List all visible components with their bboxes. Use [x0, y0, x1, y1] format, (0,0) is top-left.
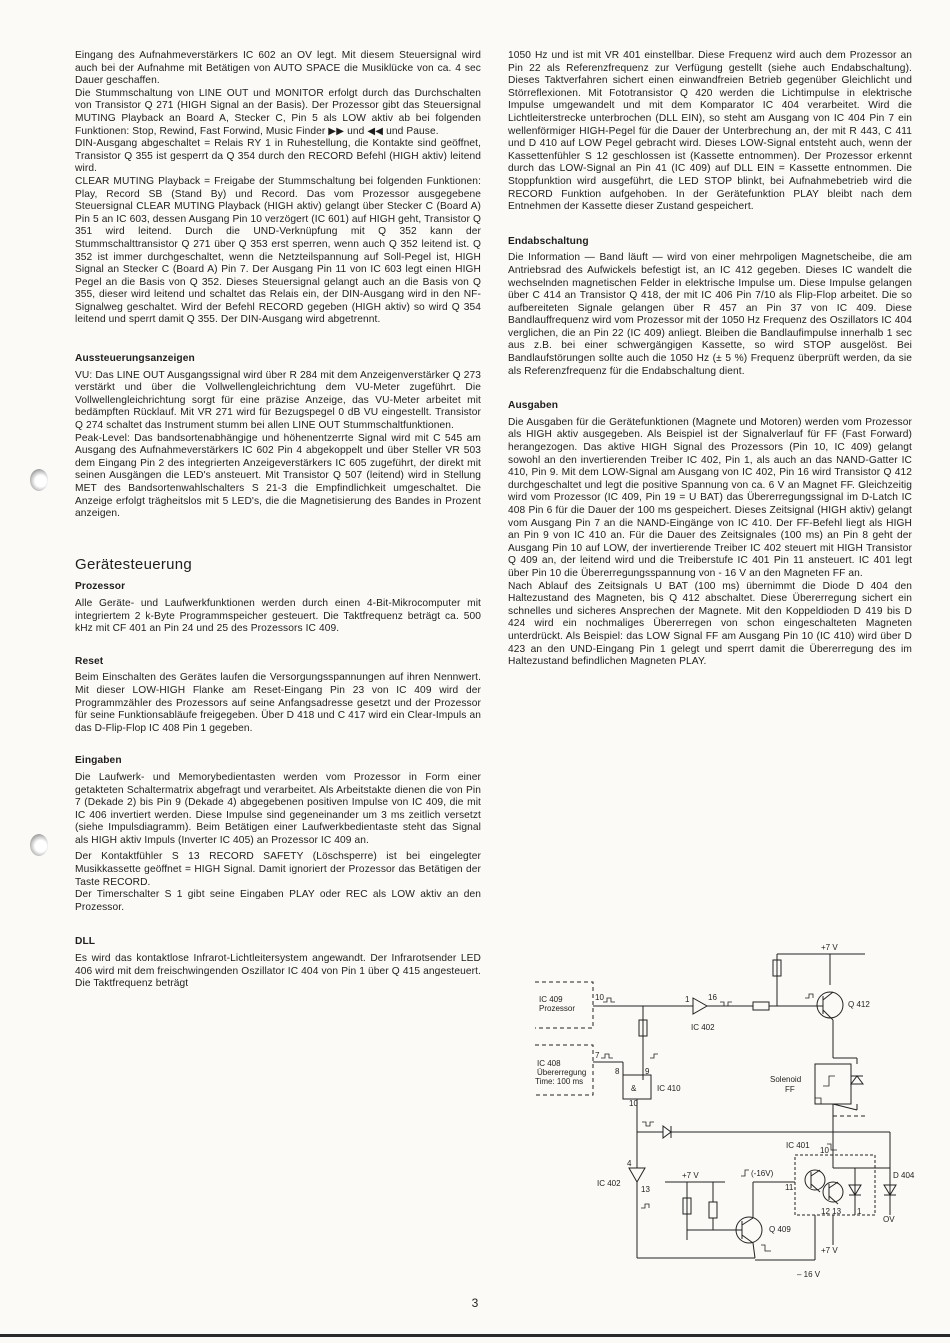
geraetesteuerung-section	[75, 555, 481, 636]
pin-label: 1	[857, 1207, 862, 1216]
page-number: 3	[471, 1296, 479, 1310]
ic402-bottom-label: IC 402	[597, 1179, 621, 1188]
aussteuerung-section	[75, 353, 481, 521]
pin-label: 11	[785, 1183, 794, 1192]
solenoid-label: Solenoid	[770, 1075, 802, 1084]
paragraph: Der Timerschalter S 1 gibt seine Eingaben PLAY oder REC als LOW aktiv an den Prozessor.	[75, 889, 481, 913]
pin-label: 4	[627, 1159, 632, 1168]
prozessor-label: Prozessor	[539, 1004, 576, 1013]
section-heading: Eingaben	[75, 755, 122, 767]
paragraph: Die Information — Band läuft — wird von einer mehrpoligen Magnetscheibe, die am Antriebsrad des Aufwickels befestigt ist, an IC 412 gegeben. Dieses IC wandelt die wechselnden magnetischen Felder in elektrische Impulse um. Diese Impulse gelangen über C 414 an Transistor Q 418, der mit IC 406 Pin 7/10 als Flip-Flop arbeitet. Die so aufbereiteten Signale gelangen über R 457 an Pin 37 von IC 409. Diese Bandlauffrequenz wird vom Prozessor mit der 1050 Hz Frequenz des Oszillators IC 404 verglichen, die an Pin 22 (IC 409) anliegt. Bleiben die Bandlaufimpulse innerhalb 1 sec aus z.B. bei einer schwergängigen Kassette, so wird STOP ausgelöst. Bei Bandlaufstörungen sollte auch die 1050 Hz (± 5 %) Frequenz überprüft werden, da sie als Referenzfrequenz für die Endabschaltung dient.	[508, 252, 912, 377]
circuit-schematic	[515, 940, 920, 1285]
paragraph: VU: Das LINE OUT Ausgangssignal wird über R 284 mit dem Anzeigenverstärker Q 273 verstärkt und über die Vollwellengleichrichtung dem VU-Meter zugeführt. Die Vollwellengleichrichtung sorgt für eine präzise Anzeige, das VU-Meter arbeitet mit bedämpften Rücklauf. Mit VR 271 wird für Bezugspegel 0 dB VU eingestellt. Transistor Q 274 schaltet das Instrument stumm bei allen LINE OUT Stummschaltfunktionen.	[75, 369, 481, 432]
section-heading: Reset	[75, 655, 104, 667]
paragraph: Alle Geräte- und Laufwerkfunktionen werden durch einen 4-Bit-Mikrocomputer mit integriertem 2 k-Byte Programmspeicher gesteuert. Die Taktfrequenz beträgt ca. 500 kHz mit CF 401 an Pin 24 und 25 des Prozessors IC 409.	[75, 597, 481, 635]
paragraph: Der Kontaktfühler S 13 RECORD SAFETY (Löschsperre) ist bei eingelegter Musikkassette geöffnet = HIGH Signal. Damit ignoriert der Prozessor das Betätigen der Taste RECORD.	[75, 851, 481, 888]
dll-section	[75, 936, 481, 990]
paragraph: Die Ausgaben für die Gerätefunktionen (Magnete und Motoren) werden vom Prozessor als HIGH aktiv ausgegeben. Als Beispiel ist der Signalverlauf für FF (Fast Forward) herangezogen. Das aktive HIGH Signal des Prozessors (Pin 10, IC 409) gelangt sowohl an den invertierenden Treiber IC 402, Pin 1, als auch an das NAND-Gatter IC 410, Pin 9. Mit dem LOW-Signal am Ausgang von IC 402, Pin 16 wird Transistor Q 412 durchgeschaltet und legt die positive Spannung von ca. 6 V an Magnet FF. Gleichzeitig wird vom Prozessor (IC 409, Pin 19 = U BAT) das Übererregungssignal im D-Latch IC 408 Pin 6 für die Dauer der 100 ms gespeichert. Dieses Zeitsignal (HIGH aktiv) gelangt vom Ausgang Pin 7 an die NAND-Eingänge von IC 410. Der FF-Befehl liegt als HIGH an Pin 9 von IC 410 an. Für die Dauer des Zeitsignales (100 ms) an Pin 8 geht der Ausgang Pin 10 auf LOW, der invertierende Treiber IC 402 steuert mit HIGH Transistor Q 409 an, der leitend wird und die Treiberstufe IC 401 Pin 11 ansteuert. IC 401 legt über Pin 10 die Übererregungsspannung von - 16 V an den Magneten FF an.	[508, 416, 912, 579]
section-heading: Prozessor	[75, 581, 126, 593]
paragraph: DIN-Ausgang abgeschaltet = Relais RY 1 in Ruhestellung, die Kontakte sind geöffnet, Transistor Q 355 ist gesperrt da Q 354 durch den RECORD Befehl (HIGH aktiv) leitend wird.	[75, 138, 481, 175]
pin-label: 8	[615, 1067, 620, 1076]
punch-hole	[30, 469, 48, 491]
uebererregung-label: Übererregung	[537, 1068, 587, 1077]
paragraph: Die Laufwerk- und Memorybedientasten werden vom Prozessor in Form einer getakteten Schaltermatrix abgefragt und verarbeitet. Als Arbeitstakte dienen die von Pin 7 (Dekade 2) bis Pin 9 (Dekade 4) abgegebenen positiven Impulse von IC 409, die mit IC 406 invertiert werden. Diese Impulse sind gegeneinander um 3 ms zeitlich versetzt (siehe Impulsdiagramm). Beim Betätigen einer Laufwerkbedientaste steht das Signal als HIGH aktiv Impuls (Inverter IC 405) an Prozessor IC 409 an.	[75, 771, 481, 846]
voltage-label: (-16V)	[751, 1169, 774, 1178]
pin-label: 13	[641, 1185, 650, 1194]
paragraph: Es wird das kontaktlose Infrarot-Lichtleitersystem angewandt. Der Infrarotsender LED 406 wird mit dem freischwingenden Oszillator IC 404 von Pin 1 über Q 415 angesteuert. Die Taktfrequenz beträgt	[75, 953, 481, 990]
supply-label: – 16 V	[797, 1270, 821, 1279]
dll-continued-section	[508, 50, 912, 214]
time-label: Time: 100 ms	[535, 1077, 584, 1086]
punch-hole	[30, 834, 48, 856]
pin-label: 12 13	[821, 1207, 842, 1216]
endabschaltung-section	[508, 236, 912, 379]
ic402-top-label: IC 402	[691, 1023, 715, 1032]
bottom-rule	[0, 1334, 950, 1337]
left-column	[75, 50, 481, 991]
section-heading: Ausgaben	[508, 400, 559, 412]
section-heading: Aussteuerungsanzeigen	[75, 353, 195, 365]
pin-label: 16	[708, 993, 717, 1002]
diode-label: D 404	[893, 1171, 915, 1180]
reset-section	[75, 656, 481, 736]
paragraph: 1050 Hz und ist mit VR 401 einstellbar. Diese Frequenz wird auch dem Prozessor an Pin 22 als Referenzfrequenz zur Verfügung gestellt (siehe auch Endabschaltung). Dieses Taktverfahren sichert einen einwandfreien Betrieb gegenüber Gleichlicht und Störreflexionen. Mit Fototransistor Q 420 werden die Lichtimpulse in elektrische Impulse umgewandelt und mit dem Komparator IC 404 verarbeitet. Wird die Lichtleiterstrecke unterbrochen (DLL EIN), so steht am Ausgang von IC 404 Pin 7 ein wellenförmiger HIGH-Pegel für die Dauer der Unterbrechung an, der mit R 443, C 411 und D 410 auf LOW Pegel gebracht wird. Dieses LOW-Signal entsteht auch, wenn der Kassettenfühler S 12 geschlossen ist (Kassette entnommen). Der Prozessor erkennt durch das LOW-Signal an Pin 41 (IC 409) auf DLL EIN = Kassette entnommen. Die Stoppfunktion wird ausgeführt, die LED STOP blinkt, bei Aufnahmebetrieb wird die RECORD Funktion aufgehoben. In der Gerätefunktion PLAY bleibt nach dem Entnehmen der Kassette dieser Zustand gespeichert.	[508, 50, 912, 213]
pin-label: 10	[820, 1146, 829, 1155]
pin-label: 10	[629, 1099, 638, 1108]
pin-label: 10	[595, 993, 604, 1002]
supply-label: +7 V	[821, 1246, 838, 1255]
intro-section	[75, 50, 481, 327]
right-column	[508, 50, 912, 669]
section-heading: Endabschaltung	[508, 235, 589, 247]
supply-label: +7 V	[821, 943, 838, 952]
paragraph: Beim Einschalten des Gerätes laufen die Versorgungsspannungen auf ihren Nennwert. Mit dieser LOW-HIGH Flanke am Reset-Eingang Pin 23 von IC 409 wird der Programmzähler des Prozessors auf seine Anfangsadresse gesetzt und der Prozessor für seine Funktionsabläufe freigegeben. Über D 418 und C 417 wird ein Clear-Impuls an das D-Flip-Flop IC 408 Pin 1 gegeben.	[75, 672, 481, 734]
supply-label: +7 V	[682, 1171, 699, 1180]
ic401-label: IC 401	[786, 1141, 810, 1150]
paragraph: Nach Ablauf des Zeitsignals U BAT (100 ms) übernimmt die Diode D 404 den Haltezustand des Magneten, bis Q 412 abschaltet. Diese Übererregung sichert ein schnelles und sicheres Ansprechen der Magnete. Mit den Koppeldioden D 419 bis D 424 wird ein nochmaliges Übererregen von schon eingeschalteten Magneten unterdrückt. Als Beispiel: das LOW Signal FF am Ausgang Pin 10 (IC 410) wird über D 423 an den UND-Eingang Pin 1 gelegt und sperrt damit die Übererregung des im Haltezustand befindlichen Magneten PLAY.	[508, 580, 912, 668]
ff-label: FF	[785, 1085, 795, 1094]
ov-label: OV	[883, 1215, 895, 1224]
ic408-label: IC 408	[537, 1059, 561, 1068]
pin-label: 1	[685, 995, 690, 1004]
ic410-label: IC 410	[657, 1084, 681, 1093]
ic409-label: IC 409	[539, 995, 563, 1004]
paragraph: Eingang des Aufnahmeverstärkers IC 602 an OV legt. Mit diesem Steuersignal wird auch bei der Aufnahme mit Betätigen von AUTO SPACE die Musiklücke von ca. 4 sec Dauer geschaffen.	[75, 50, 481, 87]
paragraph: Peak-Level: Das bandsortenabhängige und höhenentzerrte Signal wird mit C 545 am Ausgang des Aufnahmeverstärkers IC 602 Pin 4 abgekoppelt und über Steller VR 503 dem Eingang Pin 2 des integrierten Anzeigeverstärkers IC 605 zugeführt, der direkt mit seinen Ausgängen die LED's ansteuert. Mit Transistor Q 507 (leitend) wird in Stellung MET des Bandsortenwahlschalters S 21-3 die Empfindlichkeit umgeschaltet. Die Anzeige erfolgt trägheitslos mit 5 LED's, die die Magnetisierung des Bandes in Prozent anzeigen.	[75, 432, 481, 520]
paragraph: CLEAR MUTING Playback = Freigabe der Stummschaltung bei folgenden Funktionen: Play, Record SB (Stand By) und Record. Das vom Prozessor ausgegebene Steuersignal CLEAR MUTING Playback (HIGH aktiv) gelangt über Stecker C (Board A) Pin 5 an IC 603, dessen Ausgang Pin 10 verzögert (IC 601) auf HIGH geht, Transistor Q 351 wird leitend. Durch die UND-Verknüpfung mit Q 352 kann der Stummschalttransistor Q 271 über Q 353 erst sperren, wenn auch Q 352 leitend ist. Q 352 ist immer durchgeschaltet, wenn die Netzteilspannung auf Soll-Pegel ist, HIGH Signal an Stecker C (Board A) Pin 7. Der Ausgang Pin 11 von IC 603 legt einen HIGH Pegel an die Basis von Q 352. Dieses Steuersignal gelangt auch an die Basis von Q 355, dieser wird leitend und schaltet das Relais ein, der DIN-Ausgang wird in den NF-Signalweg geschaltet. Wird der Befehl RECORD gegeben (HIGH aktiv) so wird Q 354 leitend und sperrt damit Q 355. Der DIN-Ausgang wird abgetrennt.	[75, 175, 481, 326]
chapter-title: Gerätesteuerung	[75, 555, 193, 573]
section-heading: DLL	[75, 936, 96, 948]
transistor-label: Q 412	[848, 1000, 870, 1009]
paragraph: Die Stummschaltung von LINE OUT und MONITOR erfolgt durch das Durchschalten von Transistor Q 271 (HIGH Signal an der Basis). Der Prozessor gibt das Steuersignal MUTING Playback an Board A, Stecker C, Pin 5 als LOW aktiv ab bei folgenden Funktionen: Stop, Rewind, Fast Forwind, Music Finder ▶▶ und ◀◀ und Pause.	[75, 87, 481, 137]
pin-label: 7	[595, 1051, 600, 1060]
eingaben-section	[75, 755, 481, 914]
transistor-label: Q 409	[769, 1225, 791, 1234]
pin-label: 9	[645, 1067, 650, 1076]
ausgaben-section	[508, 400, 912, 668]
nand-symbol: &	[631, 1084, 637, 1093]
